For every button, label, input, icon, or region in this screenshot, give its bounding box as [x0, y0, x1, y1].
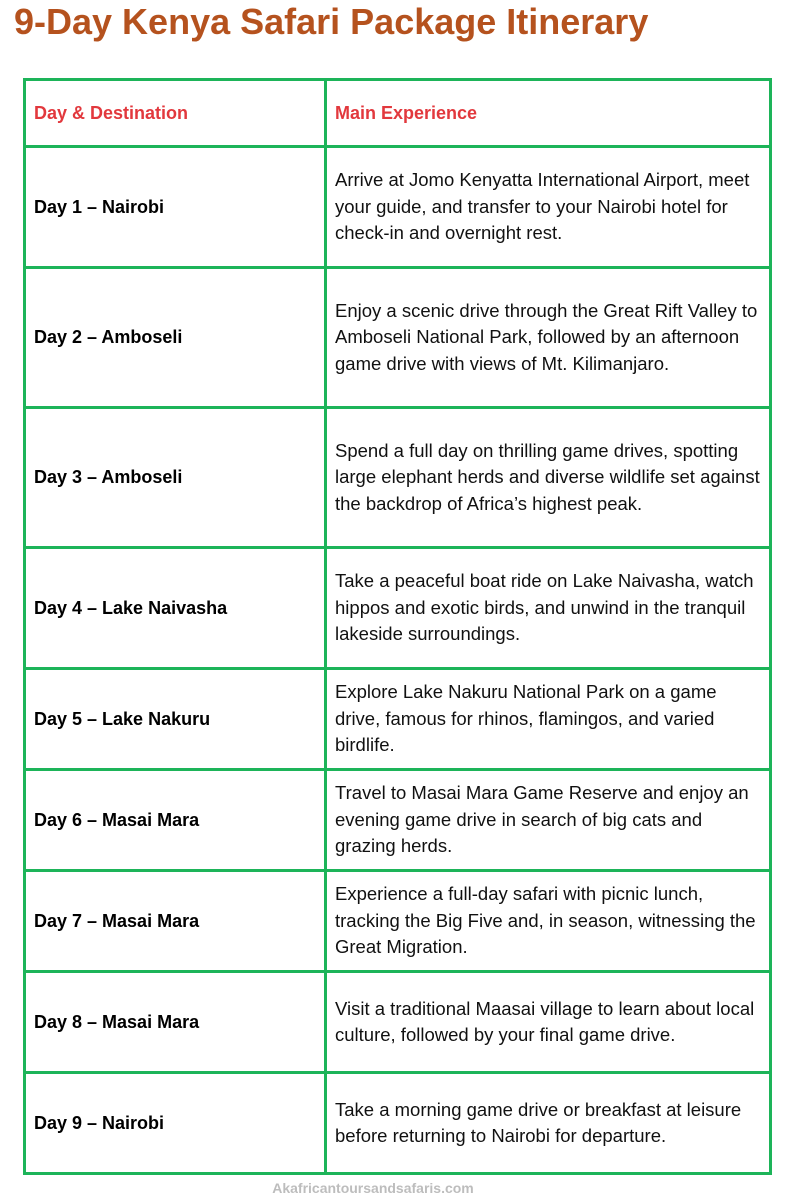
table-row [25, 770, 771, 871]
day-destination-cell: Day 7 – Masai Mara [25, 871, 326, 972]
experience-cell: Arrive at Jomo Kenyatta International Airport, meet your guide, and transfer to your Nairobi hotel for check-in and overnight rest. [326, 147, 771, 268]
header-main-experience: Main Experience [326, 80, 771, 147]
day-destination-cell: Day 9 – Nairobi [25, 1073, 326, 1174]
page-title: 9-Day Kenya Safari Package Itinerary [14, 1, 649, 42]
experience-cell: Take a morning game drive or breakfast at leisure before returning to Nairobi for departure. [326, 1073, 771, 1174]
header-day-destination: Day & Destination [25, 80, 326, 147]
table-row [25, 972, 771, 1073]
day-destination-cell: Day 3 – Amboseli [25, 408, 326, 548]
day-destination-cell: Day 2 – Amboseli [25, 268, 326, 408]
experience-cell: Explore Lake Nakuru National Park on a game drive, famous for rhinos, flamingos, and varied birdlife. [326, 669, 771, 770]
day-destination-cell: Day 1 – Nairobi [25, 147, 326, 268]
table-row [25, 1073, 771, 1174]
table-row [25, 871, 771, 972]
experience-cell: Enjoy a scenic drive through the Great Rift Valley to Amboseli National Park, followed by an afternoon game drive with views of Mt. Kilimanjaro. [326, 268, 771, 408]
experience-cell: Take a peaceful boat ride on Lake Naivasha, watch hippos and exotic birds, and unwind in the tranquil lakeside surroundings. [326, 548, 771, 669]
table-row [25, 268, 771, 408]
table-row [25, 408, 771, 548]
day-destination-cell: Day 5 – Lake Nakuru [25, 669, 326, 770]
experience-cell: Spend a full day on thrilling game drives, spotting large elephant herds and diverse wildlife set against the backdrop of Africa’s highest peak. [326, 408, 771, 548]
day-destination-cell: Day 4 – Lake Naivasha [25, 548, 326, 669]
itinerary-table [23, 78, 772, 1175]
day-destination-cell: Day 8 – Masai Mara [25, 972, 326, 1073]
day-destination-cell: Day 6 – Masai Mara [25, 770, 326, 871]
table-row [25, 147, 771, 268]
experience-cell: Experience a full-day safari with picnic lunch, tracking the Big Five and, in season, witnessing the Great Migration. [326, 871, 771, 972]
table-row [25, 669, 771, 770]
experience-cell: Visit a traditional Maasai village to learn about local culture, followed by your final game drive. [326, 972, 771, 1073]
table-row [25, 548, 771, 669]
experience-cell: Travel to Masai Mara Game Reserve and enjoy an evening game drive in search of big cats and grazing herds. [326, 770, 771, 871]
table-header-row [25, 80, 771, 147]
website-footer: Akafricantoursandsafaris.com [272, 1180, 474, 1196]
